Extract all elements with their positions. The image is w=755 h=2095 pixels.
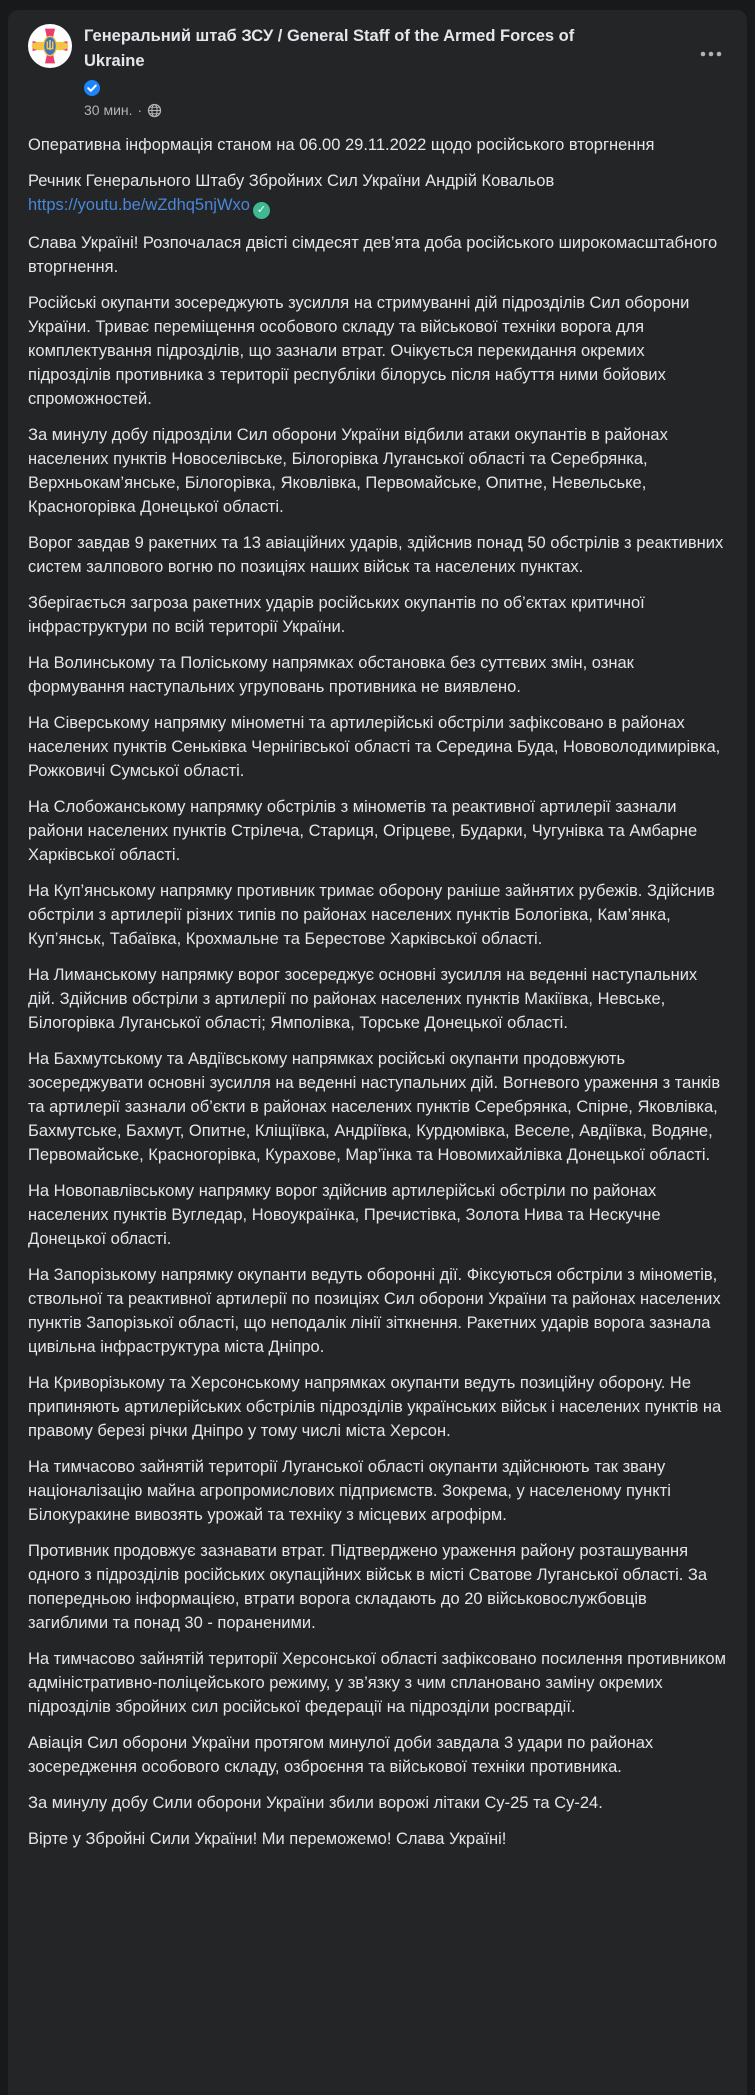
post-header [8,10,747,119]
post-paragraph: На Волинському та Поліському напрямках обстановка без суттєвих змін, ознак формування наступальних угруповань противника не виявлено. [28,653,634,696]
post-paragraph: Слава Україні! Розпочалася двісті сімдесят дев’ята доба російського широкомасштабного вторгнення. [28,233,718,276]
post-paragraph: На Криворізькому та Херсонському напрямках окупанти ведуть позиційну оборону. Не припиняють артилерійських обстрілів підрозділів українських військ і населених пунктів на правому березі річки Дніпро у тому числі міста Херсон. [28,1373,722,1440]
post-paragraph: На Новопавлівському напрямку ворог здійснив артилерійські обстріли по районах населених пунктів Вугледар, Новоукраїнка, Пречистівка, Золота Нива та Нескучне Донецької області. [28,1181,661,1248]
post-paragraph: На тимчасово зайнятій території Херсонської області зафіксовано посилення противником адміністративно-поліцейського режиму, у зв’язку з чим сплановано заміну окремих підрозділів збройних сил російської федерації на підрозділи росгвардії. [28,1649,726,1716]
youtube-link[interactable]: https://youtu.be/wZdhq5njWxo [28,196,250,214]
post-paragraph: На Бахмутському та Авдіївському напрямках російські окупанти продовжують зосереджувати основні зусилля на веденні наступальних дій. Вогневого ураження з танків та артилерії зазнали об’єкти в районах населених пунктів Серебрянка, Спірне, Яковлівка, Бахмутське, Бахмут, Опитне, Кліщіївка, Андріївка, Курдюмівка, Веселе, Авдіївка, Водяне, Первомайське, Красногорівка, Курахове, Мар’їнка та Новомихайлівка Донецької області. [28,1049,721,1164]
general-staff-emblem-icon [28,24,72,68]
meta-dot-separator: · [137,102,143,118]
post-paragraph: На Сіверському напрямку мінометні та артилерійські обстріли зафіксовано в районах населених пунктів Сеньківка Чернігівської області та Середина Буда, Нововолодимирівка, Рожковичі Сумської області. [28,713,721,780]
post-paragraph: Ворог завдав 9 ракетних та 13 авіаційних ударів, здійснив понад 50 обстрілів з реактивних систем залпового вогню по позиціях наших військ та населених пунктах. [28,533,724,576]
post-paragraph-with-link [28,169,727,219]
post-paragraph: За минулу добу Сили оборони України збили ворожі літаки Су-25 та Су-24. [28,1793,603,1812]
post-paragraph: На Слобожанському напрямку обстрілів з мінометів та реактивної артилерії зазнали райони населених пунктів Стрілеча, Стариця, Огірцеве, Бударки, Чугунівка та Амбарне Харківської області. [28,797,698,864]
post-header-info [84,24,619,119]
post-paragraph: На Запорізькому напрямку окупанти ведуть оборонні дії. Фіксуються обстріли з мінометів, ствольної та реактивної артилерії по позиціях Сил оборони України та районах населених пунктів Запорізької області, що неподалік лінії зіткнення. Ракетних ударів ворога зазнала цивільна інфраструктура міста Дніпро. [28,1265,721,1356]
page-avatar[interactable] [28,24,72,68]
post-body-text [8,119,747,1869]
post-paragraph: За минулу добу підрозділи Сил оборони України відбили атаки окупантів в районах населених пунктів Новоселівське, Білогорівка Луганської області та Серебрянка, Верхньокам’янське, Білогорівка, Яковлівка, Первомайське, Опитне, Невельське, Красногорівка Донецької області. [28,425,668,516]
post-paragraph: Зберігається загроза ракетних ударів російських окупантів по об’єктах критичної інфраструктури по всій території України. [28,593,645,636]
speaker-text: Речник Генерального Штабу Збройних Сил України Андрій Ковальов [28,172,555,190]
verified-badge-icon [84,80,100,96]
badge-row [84,79,619,96]
post-timestamp[interactable]: 30 мин. [84,102,133,118]
post-paragraph: Противник продовжує зазнавати втрат. Підтверджено ураження району розташування одного з підрозділів російських окупаційних військ в місті Сватове Луганської області. За попередньою інформацією, втрати ворога складають до 20 військовослужбовців загиблими та понад 30 - пораненими. [28,1541,708,1632]
post-paragraph: Вірте у Збройні Сили України! Ми переможемо! Слава Україні! [28,1829,507,1848]
globe-privacy-icon [147,103,162,118]
post-paragraph: На тимчасово зайнятій території Луганської області окупанти здійснюють так звану націоналізацію майна агропромислових підприємств. Зокрема, у населеному пункті Білокуракине вивозять урожай та техніку з місцевих агрофірм. [28,1457,671,1524]
post-paragraph: Авіація Сил оборони України протягом минулої доби завдала 3 удари по районах зосередження особового складу, озброєння та військової техніки противника. [28,1733,654,1776]
post-meta-row [84,101,619,119]
page-name-link[interactable]: Генеральний штаб ЗСУ / General Staff of the Armed Forces of Ukraine [84,27,575,70]
three-dots-icon [700,51,722,57]
post-paragraph: Російські окупанти зосереджують зусилля на стримуванні дій підрозділів Сил оборони України. Триває переміщення особового складу та військової техніки ворога для комплектування підрозділів, що зазнали втрат. Очікується перекидання окремих підрозділів противника з території республіки білорусь після набуття ними бойових спроможностей. [28,293,690,408]
more-options-button[interactable] [693,36,729,72]
post-paragraph: На Лиманському напрямку ворог зосереджує основні зусилля на веденні наступальних дій. Здійснив обстріли з артилерії по районах населених пунктів Макіївка, Невське, Білогорівка Луганської області; Ямполівка, Торське Донецької області. [28,965,698,1032]
green-check-emoji-icon: ✓ [253,202,270,219]
post-paragraph: Оперативна інформація станом на 06.00 29.11.2022 щодо російського вторгнення [28,136,655,154]
facebook-post-card [8,10,747,2095]
post-paragraph: На Куп’янському напрямку противник тримає оборону раніше зайнятих рубежів. Здійснив обстріли з артилерії різних типів по районах населених пунктів Бологівка, Кам’янка, Куп’янськ, Табаївка, Крохмальне та Берестове Харківської області. [28,881,715,948]
